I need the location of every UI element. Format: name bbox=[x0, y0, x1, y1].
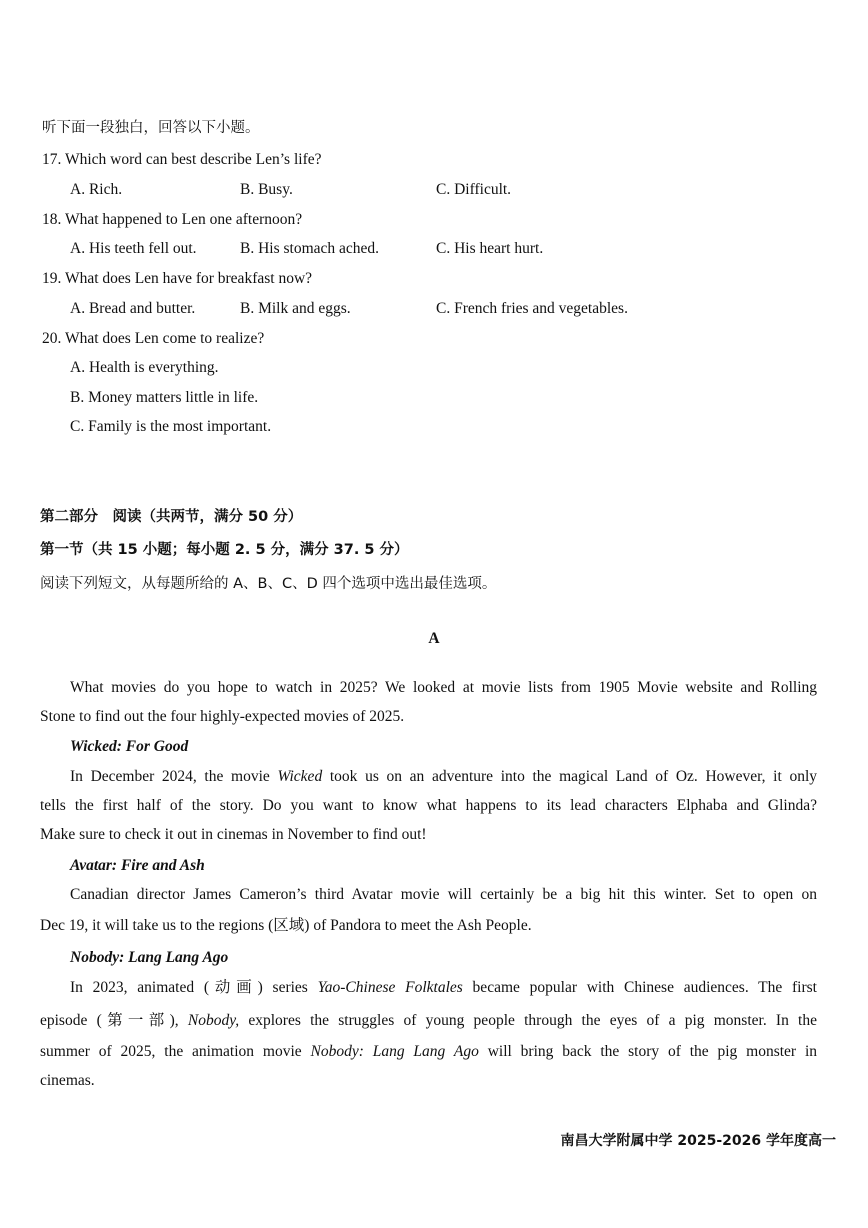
wicked-line-2: tells the first half of the story. Do you want to know what happens to its lead characters Elphaba and Glinda? bbox=[40, 797, 817, 814]
reading-instruction: 阅读下列短文，从每题所给的 A、B、C、D 四个选项中选出最佳选项。 bbox=[40, 576, 497, 592]
question-stem: 18. What happened to Len one afternoon? bbox=[42, 211, 303, 228]
page-footer: 南昌大学附属中学 2025-2026 学年度高一 bbox=[560, 1133, 836, 1149]
nobody-line-1: In 2023, animated (动画) series Yao-Chinese Folktales became popular with Chinese audiences. The first bbox=[70, 979, 817, 996]
question-stem: 17. Which word can best describe Len’s life? bbox=[42, 151, 322, 168]
option-c[interactable]: C. His heart hurt. bbox=[436, 240, 544, 257]
wicked-line-1: In December 2024, the movie Wicked took us on an adventure into the magical Land of Oz. However, it only bbox=[70, 768, 818, 785]
option-a[interactable]: A. Health is everything. bbox=[70, 359, 219, 376]
option-a[interactable]: A. Rich. bbox=[70, 181, 123, 198]
nobody-line-4: cinemas. bbox=[40, 1072, 95, 1089]
listening-instruction: 听下面一段独白，回答以下小题。 bbox=[42, 120, 260, 136]
option-c[interactable]: C. Family is the most important. bbox=[70, 418, 272, 435]
option-b[interactable]: B. His stomach ached. bbox=[240, 240, 380, 257]
section-title: 第一节（共 15 小题；每小题 2. 5 分，满分 37. 5 分） bbox=[40, 542, 409, 558]
avatar-line-1: Canadian director James Cameron’s third Avatar movie will certainly be a big hit this winter. Set to open on bbox=[70, 886, 817, 903]
movie-title-wicked: Wicked: For Good bbox=[70, 738, 189, 755]
option-a[interactable]: A. His teeth fell out. bbox=[70, 240, 197, 257]
part-title: 第二部分 阅读（共两节，满分 50 分） bbox=[40, 509, 303, 525]
nobody-line-2: episode (第一部), Nobody, explores the struggles of young people through the eyes of a pig monster. In the bbox=[40, 1012, 817, 1029]
option-c[interactable]: C. French fries and vegetables. bbox=[436, 300, 628, 317]
option-a[interactable]: A. Bread and butter. bbox=[70, 300, 196, 317]
question-stem: 20. What does Len come to realize? bbox=[42, 330, 265, 347]
passage-label: A bbox=[428, 630, 440, 647]
nobody-line-3: summer of 2025, the animation movie Nobody: Lang Lang Ago will bring back the story of the pig monster in bbox=[40, 1043, 817, 1060]
option-b[interactable]: B. Money matters little in life. bbox=[70, 389, 259, 406]
question-stem: 19. What does Len have for breakfast now? bbox=[42, 270, 313, 287]
avatar-line-2: Dec 19, it will take us to the regions (区域) of Pandora to meet the Ash People. bbox=[40, 917, 532, 934]
option-c[interactable]: C. Difficult. bbox=[436, 181, 512, 198]
movie-title-nobody: Nobody: Lang Lang Ago bbox=[70, 949, 229, 966]
intro-line-2: Stone to find out the four highly-expected movies of 2025. bbox=[40, 708, 405, 725]
movie-title-avatar: Avatar: Fire and Ash bbox=[70, 857, 205, 874]
option-b[interactable]: B. Busy. bbox=[240, 181, 293, 198]
intro-line-1: What movies do you hope to watch in 2025? We looked at movie lists from 1905 Movie website and Rolling bbox=[70, 679, 817, 696]
option-b[interactable]: B. Milk and eggs. bbox=[240, 300, 351, 317]
wicked-line-3: Make sure to check it out in cinemas in November to find out! bbox=[40, 826, 427, 843]
